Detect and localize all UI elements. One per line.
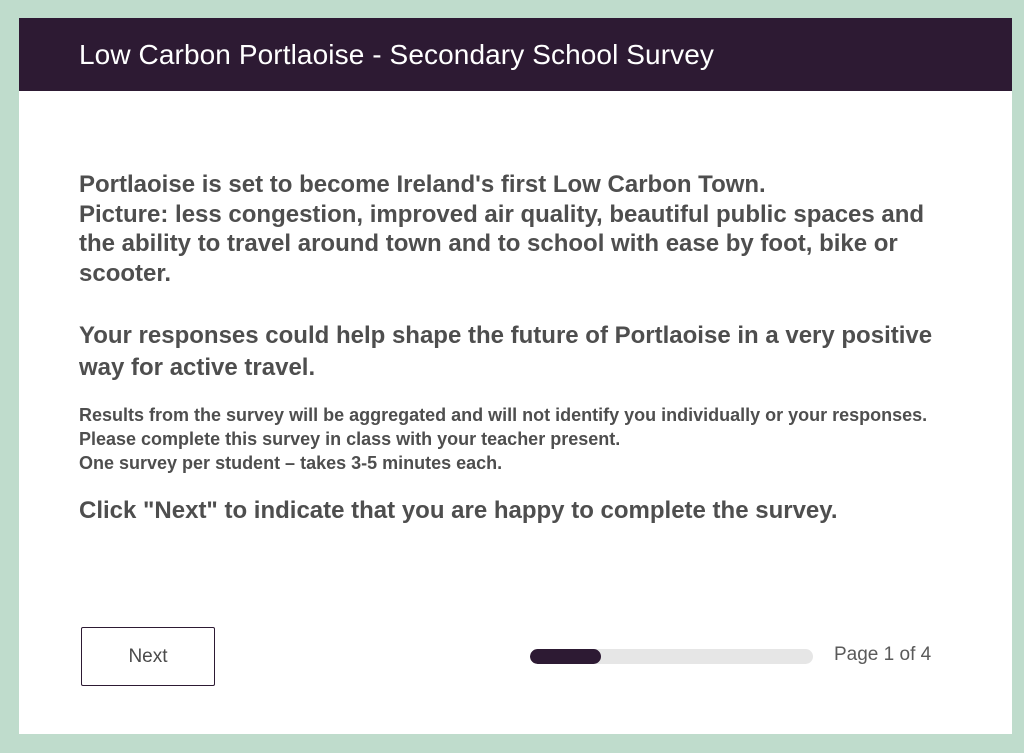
next-button[interactable]: Next bbox=[81, 627, 215, 686]
shape-future-block bbox=[79, 320, 939, 384]
survey-content bbox=[79, 170, 939, 527]
details-line-3: One survey per student – takes 3-5 minutes each. bbox=[79, 453, 503, 473]
details-line-2: Please complete this survey in class with your teacher present. bbox=[79, 429, 621, 449]
details-block bbox=[79, 403, 939, 475]
progress-bar-fill bbox=[530, 649, 601, 664]
cta-text: Click "Next" to indicate that you are happy to complete the survey. bbox=[79, 497, 838, 524]
intro-line-2: Picture: less congestion, improved air quality, beautiful public spaces and the ability to travel around town and to school with ease by foot, bike or scooter. bbox=[79, 200, 925, 287]
survey-card bbox=[19, 18, 1012, 734]
survey-title: Low Carbon Portlaoise - Secondary School Survey bbox=[79, 38, 715, 70]
survey-header bbox=[19, 18, 1012, 91]
cta-block bbox=[79, 495, 939, 527]
shape-future-text: Your responses could help shape the future of Portlaoise in a very positive way for active travel. bbox=[79, 322, 933, 381]
intro-block bbox=[79, 170, 939, 288]
page-indicator: Page 1 of 4 bbox=[834, 644, 932, 665]
details-line-1: Results from the survey will be aggregated and will not identify you individually or your responses. bbox=[79, 405, 928, 425]
progress-bar bbox=[530, 649, 813, 664]
intro-line-1: Portlaoise is set to become Ireland's first Low Carbon Town. bbox=[79, 171, 766, 198]
